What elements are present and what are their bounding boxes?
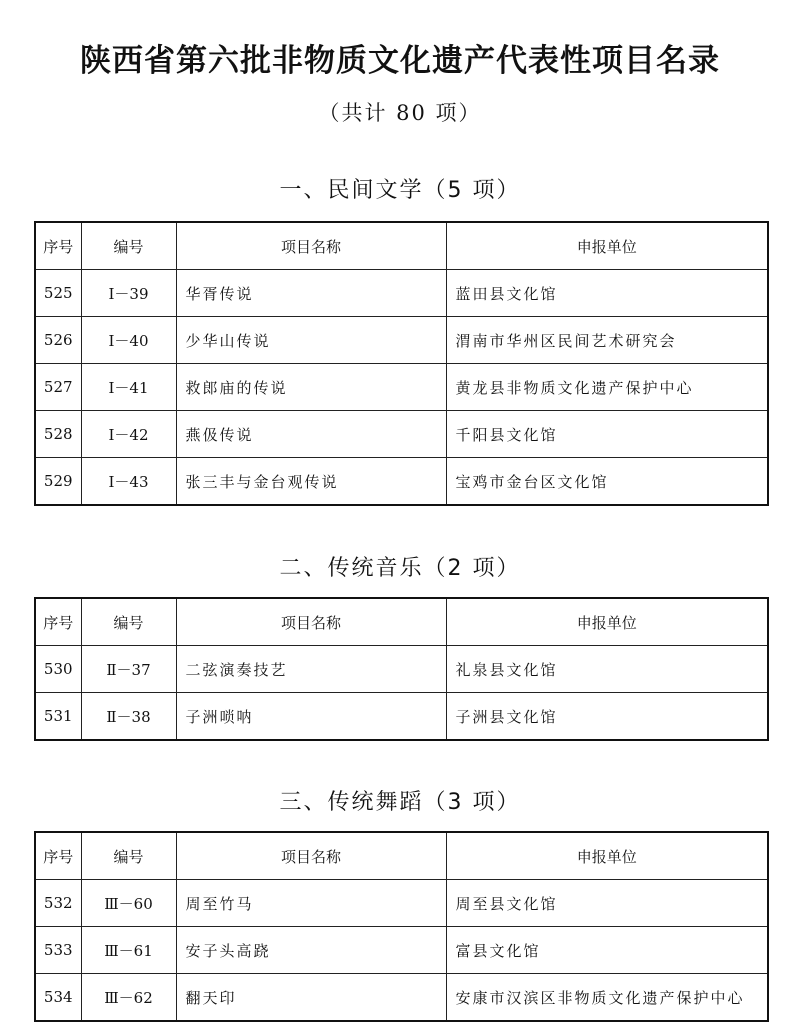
- header-code: 编号: [81, 222, 176, 270]
- table-row: [35, 458, 768, 506]
- table-row: [35, 317, 768, 364]
- table-row: [35, 880, 768, 927]
- cell-code: Ⅲ－60: [81, 880, 176, 927]
- cell-name: 周至竹马: [176, 880, 446, 927]
- table-header-row: [35, 222, 768, 270]
- cell-code: Ⅲ－61: [81, 927, 176, 974]
- cell-name: 子洲唢呐: [176, 693, 446, 741]
- table-row: [35, 693, 768, 741]
- cell-name: 张三丰与金台观传说: [176, 458, 446, 506]
- header-no: 序号: [35, 832, 81, 880]
- document-subtitle: （共计 80 项）: [318, 101, 482, 125]
- header-unit: 申报单位: [446, 598, 768, 646]
- cell-unit: 礼泉县文化馆: [446, 646, 768, 693]
- cell-code: Ⅱ－38: [81, 693, 176, 741]
- cell-no: 529: [35, 458, 81, 506]
- cell-code: Ⅰ－40: [81, 317, 176, 364]
- table-row: [35, 646, 768, 693]
- header-unit: 申报单位: [446, 832, 768, 880]
- cell-unit: 渭南市华州区民间艺术研究会: [446, 317, 768, 364]
- table-row: [35, 364, 768, 411]
- header-code: 编号: [81, 598, 176, 646]
- section-title-folk-literature: 一、民间文学（5 项）: [279, 178, 521, 203]
- header-unit: 申报单位: [446, 222, 768, 270]
- cell-code: Ⅲ－62: [81, 974, 176, 1022]
- table-header-row: [35, 598, 768, 646]
- cell-unit: 安康市汉滨区非物质文化遗产保护中心: [446, 974, 768, 1022]
- folk-literature-table: [34, 221, 769, 506]
- cell-unit: 子洲县文化馆: [446, 693, 768, 741]
- cell-no: 531: [35, 693, 81, 741]
- cell-name: 二弦演奏技艺: [176, 646, 446, 693]
- header-no: 序号: [35, 222, 81, 270]
- cell-name: 少华山传说: [176, 317, 446, 364]
- section-title-traditional-music: 二、传统音乐（2 项）: [279, 556, 521, 581]
- cell-name: 救郎庙的传说: [176, 364, 446, 411]
- cell-unit: 周至县文化馆: [446, 880, 768, 927]
- table-row: [35, 974, 768, 1022]
- section-title-traditional-dance: 三、传统舞蹈（3 项）: [279, 790, 521, 815]
- cell-code: Ⅰ－41: [81, 364, 176, 411]
- cell-no: 527: [35, 364, 81, 411]
- table-header-row: [35, 832, 768, 880]
- table-row: [35, 927, 768, 974]
- cell-code: Ⅱ－37: [81, 646, 176, 693]
- cell-name: 华胥传说: [176, 270, 446, 317]
- table-row: [35, 411, 768, 458]
- cell-unit: 千阳县文化馆: [446, 411, 768, 458]
- cell-code: Ⅰ－42: [81, 411, 176, 458]
- cell-unit: 宝鸡市金台区文化馆: [446, 458, 768, 506]
- cell-unit: 富县文化馆: [446, 927, 768, 974]
- cell-unit: 蓝田县文化馆: [446, 270, 768, 317]
- header-name: 项目名称: [176, 832, 446, 880]
- cell-no: 528: [35, 411, 81, 458]
- header-no: 序号: [35, 598, 81, 646]
- cell-no: 530: [35, 646, 81, 693]
- cell-name: 燕伋传说: [176, 411, 446, 458]
- cell-no: 534: [35, 974, 81, 1022]
- table-row: [35, 270, 768, 317]
- cell-no: 525: [35, 270, 81, 317]
- header-name: 项目名称: [176, 598, 446, 646]
- cell-no: 532: [35, 880, 81, 927]
- cell-code: Ⅰ－43: [81, 458, 176, 506]
- cell-unit: 黄龙县非物质文化遗产保护中心: [446, 364, 768, 411]
- header-code: 编号: [81, 832, 176, 880]
- header-name: 项目名称: [176, 222, 446, 270]
- traditional-music-table: [34, 597, 769, 741]
- cell-name: 翻天印: [176, 974, 446, 1022]
- cell-code: Ⅰ－39: [81, 270, 176, 317]
- traditional-dance-table: [34, 831, 769, 1022]
- cell-no: 533: [35, 927, 81, 974]
- cell-name: 安子头高跷: [176, 927, 446, 974]
- cell-no: 526: [35, 317, 81, 364]
- document-title: 陕西省第六批非物质文化遗产代表性项目名录: [80, 43, 720, 79]
